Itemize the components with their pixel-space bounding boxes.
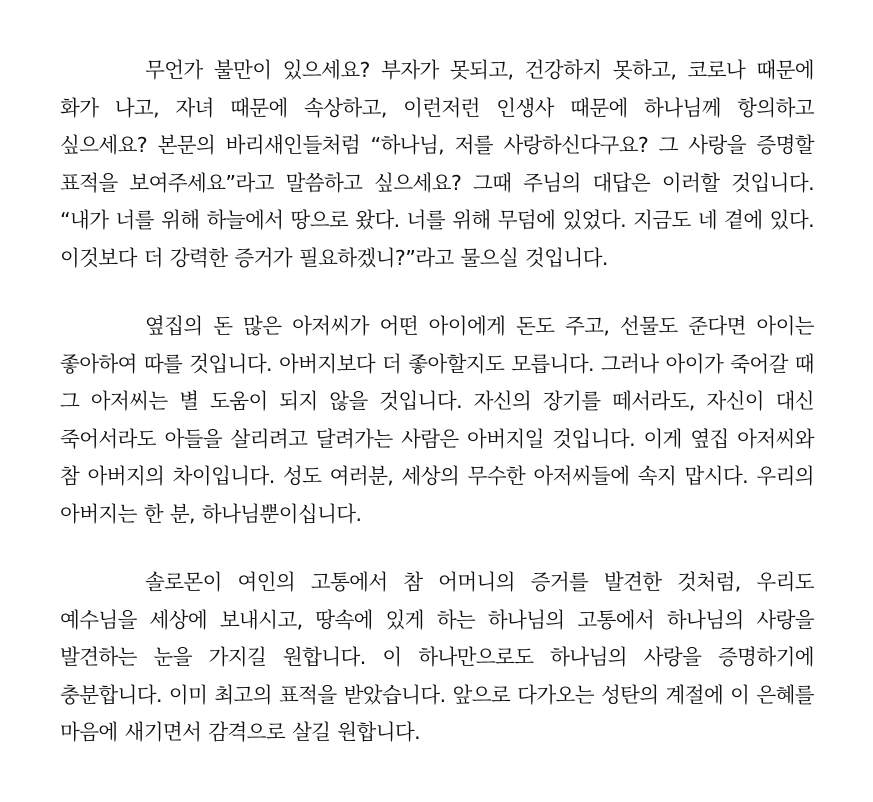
document-body	[60, 52, 814, 752]
paragraph-1: 무언가 불만이 있으세요? 부자가 못되고, 건강하지 못하고, 코로나 때문에 화가 나고, 자녀 때문에 속상하고, 이런저런 인생사 때문에 하나님께 항의하고 싶으세요? 본문의 바리새인들처럼 “하나님, 저를 사랑하신다구요? 그 사랑을 증명할 표적을 보여주세요”라고 말씀하고 싶으세요? 그때 주님의 대답은 이러할 것입니다. “내가 너를 위해 하늘에서 땅으로 왔다. 너를 위해 무덤에 있었다. 지금도 네 곁에 있다. 이것보다 더 강력한 증거가 필요하겠니?”라고 물으실 것입니다.	[60, 58, 814, 270]
paragraph-2: 옆집의 돈 많은 아저씨가 어떤 아이에게 돈도 주고, 선물도 준다면 아이는 좋아하여 따를 것입니다. 아버지보다 더 좋아할지도 모릅니다. 그러나 아이가 죽어갈 때 그 아저씨는 별 도움이 되지 않을 것입니다. 자신의 장기를 떼서라도, 자신이 대신 죽어서라도 아들을 살리려고 달려가는 사람은 아버지일 것입니다. 이게 옆집 아저씨와 참 아버지의 차이입니다. 성도 여러분, 세상의 무수한 아저씨들에 속지 맙시다. 우리의 아버지는 한 분, 하나님뿐이십니다.	[60, 314, 814, 526]
paragraph-3: 솔로몬이 여인의 고통에서 참 어머니의 증거를 발견한 것처럼, 우리도 예수님을 세상에 보내시고, 땅속에 있게 하는 하나님의 고통에서 하나님의 사랑을 발견하는 눈을 가지길 원합니다. 이 하나만으로도 하나님의 사랑을 증명하기에 충분합니다. 이미 최고의 표적을 받았습니다. 앞으로 다가오는 성탄의 계절에 이 은혜를 마음에 새기면서 감격으로 살길 원합니다.	[60, 570, 814, 744]
